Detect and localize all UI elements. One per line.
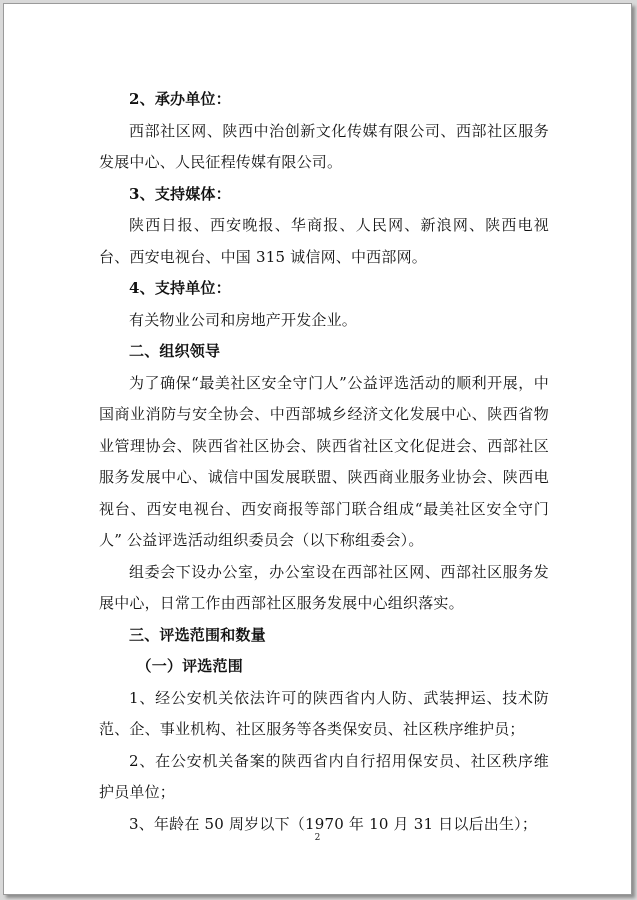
paragraph-media-list: 陕西日报、西安晚报、华商报、人民网、新浪网、陕西电视台、西安电视台、中国 315 诚信网、中西部网。 — [99, 216, 549, 266]
heading-scope-and-quantity: 三、评选范围和数量 — [129, 625, 266, 644]
paragraph-office: 组委会下设办公室，办公室设在西部社区网、西部社区服务发展中心，日常工作由西部社区服务发展中心组织落实。 — [99, 562, 549, 612]
document-body — [99, 84, 549, 840]
document-page — [3, 3, 632, 895]
heading-scope: （一）评选范围 — [136, 657, 243, 675]
paragraph-scope-item-2: 2、在公安机关备案的陕西省内自行招用保安员、社区秩序维护员单位； — [99, 751, 549, 801]
paragraph-scope-item-1: 1、经公安机关依法许可的陕西省内人防、武装押运、技术防范、企、事业机构、社区服务等各类保安员、社区秩序维护员； — [99, 688, 549, 738]
heading-organizer: 2、承办单位： — [129, 90, 231, 108]
paragraph-units-list: 有关物业公司和房地产开发企业。 — [129, 310, 358, 329]
paragraph-scope-item-3: 3、年龄在 50 周岁以下（1970 年 10 月 31 日以后出生）； — [129, 814, 538, 833]
paragraph-organizer-list: 西部社区网、陕西中治创新文化传媒有限公司、西部社区服务发展中心、人民征程传媒有限公司。 — [99, 121, 549, 171]
heading-supporting-media: 3、支持媒体： — [129, 184, 231, 203]
paragraph-leadership: 为了确保“最美社区安全守门人”公益评选活动的顺利开展，中国商业消防与安全协会、中西部城乡经济文化发展中心、陕西省物业管理协会、陕西省社区协会、陕西省社区文化促进会、西部社区服务发展中心、诚信中国发展联盟、陕西商业服务业协会、陕西电视台、西安电视台、西安商报等部门联合组成“最美社区安全守门人” 公益评选活动组织委员会（以下称组委会）。 — [99, 373, 549, 549]
heading-supporting-units: 4、支持单位： — [129, 279, 231, 297]
page-number: 2 — [314, 833, 321, 843]
heading-organization-leadership: 二、组织领导 — [129, 342, 221, 360]
